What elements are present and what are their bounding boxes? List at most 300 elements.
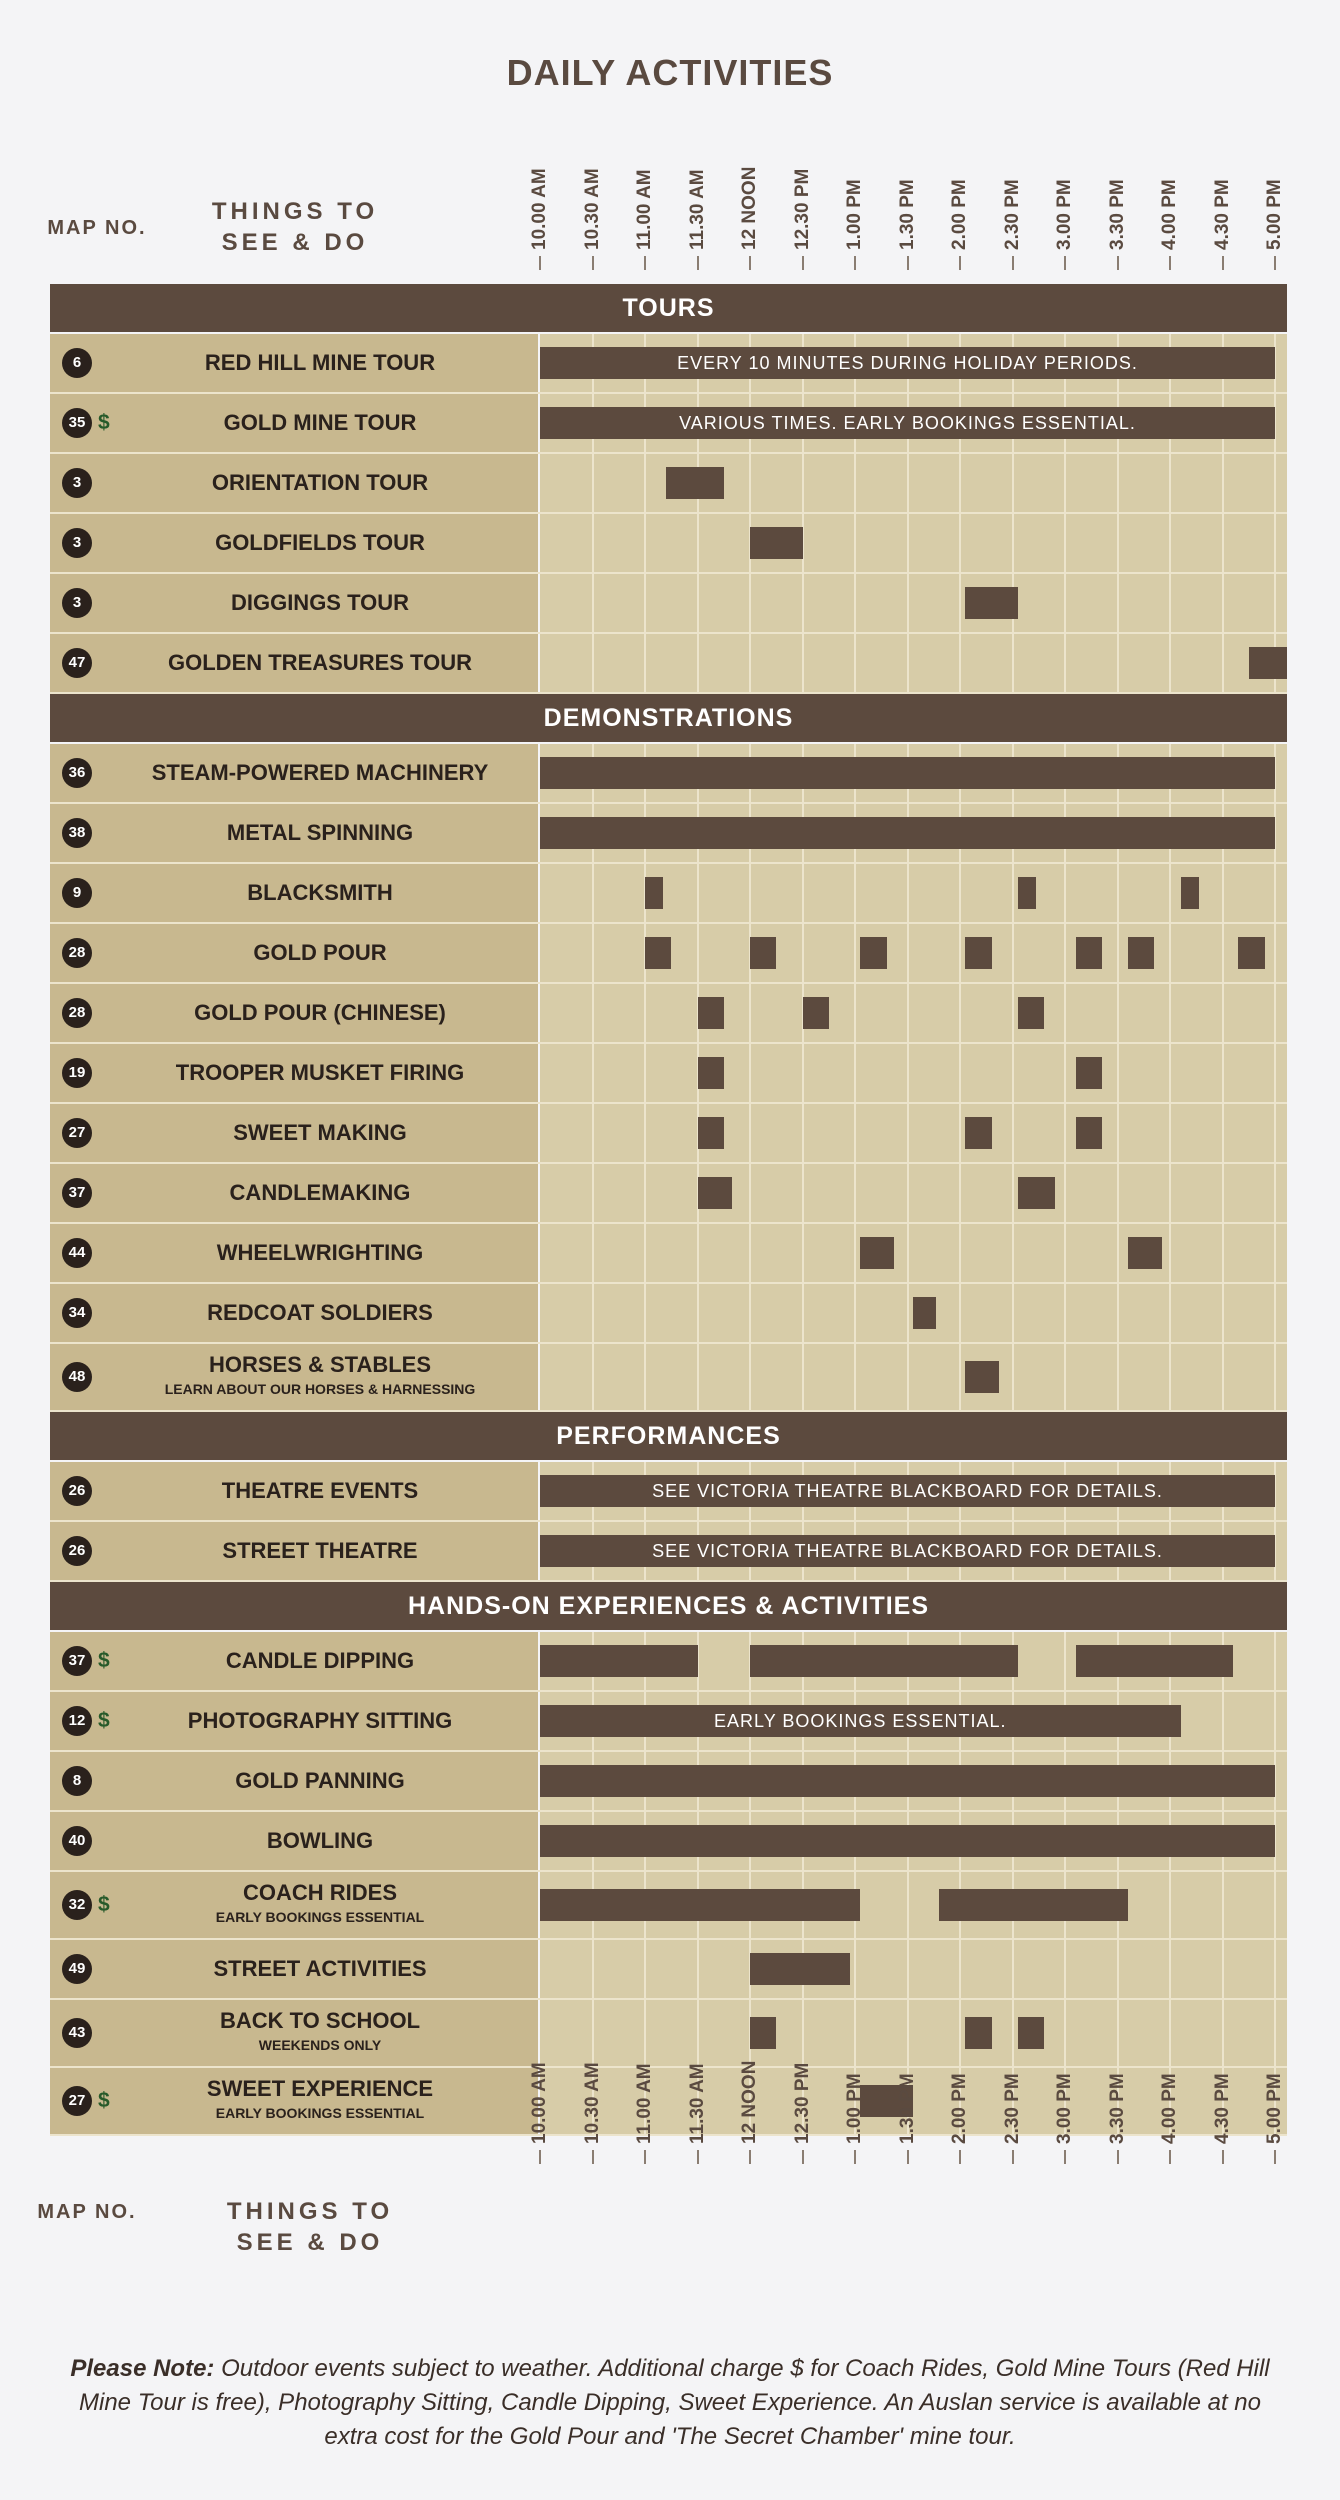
top-time-label: 12 NOON [739, 166, 760, 250]
map-number-badge: 37 [62, 1646, 92, 1676]
activity-name [110, 940, 530, 966]
grid-line [697, 1284, 699, 1342]
things-header-top: THINGS TO SEE & DO [211, 198, 379, 256]
grid-line [1117, 864, 1119, 922]
grid-line [959, 924, 961, 982]
activity-title: STREET THEATRE [222, 1538, 418, 1563]
grid-line [1274, 864, 1276, 922]
grid-line [749, 1344, 751, 1410]
schedule-bar-label: VARIOUS TIMES. EARLY BOOKINGS ESSENTIAL. [679, 413, 1136, 433]
top-time-tick [1222, 256, 1224, 270]
schedule-bar [698, 1057, 724, 1089]
bottom-time-label: 12 NOON [739, 2060, 760, 2144]
grid-line [959, 1284, 961, 1342]
activity-name [110, 2008, 530, 2053]
schedule-bar [1181, 877, 1199, 909]
top-time-label: 2.00 PM [949, 179, 970, 250]
grid-line [1012, 514, 1014, 572]
top-time-label: 10.30 AM [581, 168, 603, 250]
grid-line [854, 1104, 856, 1162]
grid-line [1274, 1104, 1276, 1162]
grid-line [749, 634, 751, 692]
activity-row-timeline [540, 1164, 1287, 1222]
activity-title: GOLD PANNING [235, 1768, 405, 1793]
grid-line [644, 1224, 646, 1282]
grid-line [697, 924, 699, 982]
grid-line [592, 634, 594, 692]
grid-line [1274, 1692, 1276, 1750]
schedule-bar-label: EVERY 10 MINUTES DURING HOLIDAY PERIODS. [677, 353, 1138, 373]
top-time-label: 12.30 PM [791, 168, 813, 250]
top-time-label: 10.00 AM [529, 168, 550, 250]
grid-line [1169, 1104, 1171, 1162]
top-time-label: 11.30 AM [686, 169, 708, 250]
schedule-bar [1238, 937, 1264, 969]
grid-line [1064, 1044, 1066, 1102]
bottom-time-tick [1012, 2150, 1014, 2164]
grid-line [644, 514, 646, 572]
grid-line [592, 1104, 594, 1162]
schedule-bar [913, 1297, 937, 1329]
top-time-tick [1274, 256, 1276, 270]
top-time-label: 1.00 PM [844, 179, 865, 250]
map-number-badge: 26 [62, 1536, 92, 1566]
activity-title: GOLD POUR (CHINESE) [194, 1000, 446, 1025]
bottom-time-tick [592, 2150, 594, 2164]
grid-line [1012, 1224, 1014, 1282]
grid-line [802, 1344, 804, 1410]
map-no-header-top: MAP NO. [47, 217, 147, 239]
grid-line [854, 924, 856, 982]
bottom-time-tick [1169, 2150, 1171, 2164]
activity-subtitle: EARLY BOOKINGS ESSENTIAL [215, 1909, 425, 1925]
activity-name [110, 820, 530, 846]
top-time-tick [749, 256, 751, 270]
activity-title: BOWLING [266, 1828, 374, 1853]
grid-line [1117, 1344, 1119, 1410]
activity-name [110, 1478, 530, 1504]
extra-charge-icon: $ [98, 2089, 110, 2112]
schedule-bar [1128, 1237, 1162, 1269]
activity-title: SWEET EXPERIENCE [206, 2076, 434, 2101]
grid-line [697, 574, 699, 632]
grid-line [1274, 924, 1276, 982]
bottom-time-label: 10.30 AM [581, 2062, 603, 2144]
grid-line [959, 514, 961, 572]
schedule-bar [1076, 1117, 1102, 1149]
grid-line [1012, 1104, 1014, 1162]
grid-line [1274, 1940, 1276, 1998]
grid-line [749, 1044, 751, 1102]
grid-line [802, 454, 804, 512]
top-time-tick [1012, 256, 1014, 270]
grid-line [592, 1284, 594, 1342]
bottom-time-tick [644, 2150, 646, 2164]
activity-row-timeline [540, 984, 1287, 1042]
grid-line [802, 1224, 804, 1282]
grid-line [1117, 634, 1119, 692]
grid-line [1274, 514, 1276, 572]
grid-line [697, 1344, 699, 1410]
schedule-bar [540, 1889, 860, 1921]
grid-line [1064, 634, 1066, 692]
activity-name [110, 1648, 530, 1674]
bottom-time-tick [1222, 2150, 1224, 2164]
grid-line [802, 924, 804, 982]
grid-line [1117, 514, 1119, 572]
activity-name [110, 760, 530, 786]
grid-line [854, 1940, 856, 1998]
grid-line [802, 634, 804, 692]
top-time-tick [644, 256, 646, 270]
schedule-bar [540, 1765, 1275, 1797]
grid-line [1274, 1164, 1276, 1222]
activity-name [110, 1300, 530, 1326]
grid-line [1012, 984, 1014, 1042]
bottom-time-label: 3.30 PM [1106, 2073, 1128, 2144]
grid-line [1117, 1164, 1119, 1222]
map-number-badge: 32 [62, 1890, 92, 1920]
grid-line [1274, 1224, 1276, 1282]
activity-name [110, 590, 530, 616]
grid-line [1169, 634, 1171, 692]
grid-line [592, 1044, 594, 1102]
activity-title: GOLD MINE TOUR [223, 410, 417, 435]
activity-subtitle: EARLY BOOKINGS ESSENTIAL [215, 2105, 425, 2121]
map-number-badge: 12 [62, 1706, 92, 1736]
schedule-bar [645, 937, 671, 969]
schedule-bar [1076, 937, 1102, 969]
grid-line [1169, 454, 1171, 512]
bottom-time-tick [854, 2150, 856, 2164]
map-number-badge: 49 [62, 1954, 92, 1984]
grid-line [644, 1284, 646, 1342]
grid-line [1117, 984, 1119, 1042]
grid-line [592, 864, 594, 922]
grid-line [697, 514, 699, 572]
map-number-badge: 6 [62, 348, 92, 378]
grid-line [854, 864, 856, 922]
activity-name [110, 1768, 530, 1794]
extra-charge-icon: $ [98, 411, 110, 434]
map-number-badge: 47 [62, 648, 92, 678]
schedule-bar [540, 757, 1275, 789]
map-number-badge: 3 [62, 528, 92, 558]
grid-line [959, 574, 961, 632]
grid-line [854, 1284, 856, 1342]
top-time-label: 3.00 PM [1054, 179, 1075, 250]
grid-line [802, 1044, 804, 1102]
bottom-time-label: 2.00 PM [949, 2073, 970, 2144]
activity-row-timeline [540, 1224, 1287, 1282]
bottom-time-label: 4.00 PM [1159, 2073, 1180, 2144]
grid-line [1064, 864, 1066, 922]
grid-line [749, 864, 751, 922]
grid-line [1064, 514, 1066, 572]
activity-subtitle: WEEKENDS ONLY [258, 2037, 382, 2053]
grid-line [1222, 514, 1224, 572]
schedule-bar [965, 1361, 999, 1393]
grid-line [1274, 984, 1276, 1042]
grid-line [959, 1344, 961, 1410]
grid-line [1064, 924, 1066, 982]
grid-line [1222, 454, 1224, 512]
activity-title: HORSES & STABLES [208, 1352, 432, 1377]
top-time-tick [539, 256, 541, 270]
bottom-time-label: 1.30 PM [896, 2073, 918, 2144]
map-number-badge: 8 [62, 1766, 92, 1796]
grid-line [1064, 1632, 1066, 1690]
schedule-bar [803, 997, 829, 1029]
grid-line [1169, 864, 1171, 922]
bottom-time-label: 2.30 PM [1001, 2073, 1023, 2144]
grid-line [854, 634, 856, 692]
schedule-bar [1018, 997, 1044, 1029]
grid-line [1117, 454, 1119, 512]
grid-line [959, 1940, 961, 1998]
grid-line [1012, 1344, 1014, 1410]
schedule-bar [750, 1953, 850, 1985]
grid-line [1222, 1872, 1224, 1938]
schedule-bar [1249, 647, 1287, 679]
activity-name [110, 1956, 530, 1982]
grid-line [592, 984, 594, 1042]
schedule-bar [698, 997, 724, 1029]
activity-title: CANDLE DIPPING [225, 1648, 415, 1673]
grid-line [1274, 1632, 1276, 1690]
activity-title: STREET ACTIVITIES [213, 1956, 427, 1981]
schedule-bar-label: SEE VICTORIA THEATRE BLACKBOARD FOR DETAILS. [652, 1481, 1163, 1501]
grid-line [592, 454, 594, 512]
map-number-badge: 35 [62, 408, 92, 438]
grid-line [749, 1104, 751, 1162]
map-number-badge: 28 [62, 938, 92, 968]
grid-line [854, 1344, 856, 1410]
grid-line [1064, 454, 1066, 512]
grid-line [1117, 1284, 1119, 1342]
grid-line [802, 1104, 804, 1162]
activity-name [110, 1880, 530, 1925]
grid-line [1012, 1940, 1014, 1998]
grid-line [1274, 1872, 1276, 1938]
section-header: HANDS-ON EXPERIENCES & ACTIVITIES [50, 1582, 1287, 1630]
grid-line [1169, 1344, 1171, 1410]
activity-row-timeline [540, 1104, 1287, 1162]
grid-line [1169, 1224, 1171, 1282]
grid-line [644, 1044, 646, 1102]
grid-line [1169, 1164, 1171, 1222]
top-time-tick [1064, 256, 1066, 270]
bottom-time-tick [697, 2150, 699, 2164]
activity-title: ORIENTATION TOUR [211, 470, 429, 495]
schedule-bar [939, 1889, 1128, 1921]
schedule-bar [860, 1237, 894, 1269]
top-time-tick [802, 256, 804, 270]
extra-charge-icon: $ [98, 1893, 110, 1916]
grid-line [1064, 984, 1066, 1042]
grid-line [644, 454, 646, 512]
grid-line [1222, 1224, 1224, 1282]
section-header: DEMONSTRATIONS [50, 694, 1287, 742]
bottom-time-label: 4.30 PM [1211, 2073, 1233, 2144]
activity-row-timeline [540, 454, 1287, 512]
grid-line [697, 1224, 699, 1282]
note-text: Outdoor events subject to weather. Additional charge $ for Coach Rides, Gold Mine Tours (Red Hill Mine Tour is free), Photography Sitting, Candle Dipping, Sweet Experience. An Auslan service is available at no extra cost for the Gold Pour and 'The Secret Chamber' mine tour. [79, 2355, 1270, 2450]
grid-line [1064, 1224, 1066, 1282]
grid-line [907, 924, 909, 982]
grid-line [1274, 1284, 1276, 1342]
schedule-bar [1018, 1177, 1055, 1209]
bottom-time-tick [1117, 2150, 1119, 2164]
grid-line [1117, 924, 1119, 982]
section-header: PERFORMANCES [50, 1412, 1287, 1460]
bottom-time-tick [749, 2150, 751, 2164]
grid-line [1012, 454, 1014, 512]
page-title: DAILY ACTIVITIES [506, 52, 834, 93]
grid-line [1169, 1044, 1171, 1102]
grid-line [1012, 634, 1014, 692]
activity-row-timeline [540, 634, 1287, 692]
schedule-bar [1076, 1057, 1102, 1089]
map-number-badge: 44 [62, 1238, 92, 1268]
grid-line [1222, 1044, 1224, 1102]
top-time-label: 11.00 AM [634, 169, 655, 250]
map-number-badge: 36 [62, 758, 92, 788]
grid-line [697, 864, 699, 922]
grid-line [959, 864, 961, 922]
bottom-time-tick [802, 2150, 804, 2164]
activity-name [110, 650, 530, 676]
grid-line [1169, 1284, 1171, 1342]
schedule-bar [540, 1825, 1275, 1857]
grid-line [907, 574, 909, 632]
grid-line [749, 1164, 751, 1222]
grid-line [1117, 1044, 1119, 1102]
bottom-time-tick [1064, 2150, 1066, 2164]
grid-line [1064, 574, 1066, 632]
grid-line [907, 984, 909, 1042]
grid-line [802, 574, 804, 632]
grid-line [802, 864, 804, 922]
top-time-label: 1.30 PM [896, 179, 918, 250]
activity-title: COACH RIDES [242, 1880, 397, 1905]
bottom-time-tick [1274, 2150, 1276, 2164]
activity-row-timeline [540, 574, 1287, 632]
bottom-time-label: 10.00 AM [529, 2062, 550, 2144]
grid-line [697, 1940, 699, 1998]
schedule-bar [1018, 877, 1036, 909]
grid-line [1222, 634, 1224, 692]
schedule-bar [698, 1117, 724, 1149]
schedule-bar [1076, 1645, 1234, 1677]
map-number-badge: 28 [62, 998, 92, 1028]
activity-title: STEAM-POWERED MACHINERY [151, 760, 489, 785]
schedule-bar [698, 1177, 732, 1209]
grid-line [802, 1284, 804, 1342]
grid-line [1012, 864, 1014, 922]
activity-title: BACK TO SCHOOL [219, 2008, 421, 2033]
grid-line [907, 1284, 909, 1342]
grid-line [644, 1104, 646, 1162]
activity-title: METAL SPINNING [226, 820, 414, 845]
grid-line [854, 984, 856, 1042]
top-time-tick [854, 256, 856, 270]
activity-name [110, 530, 530, 556]
bottom-time-label: 11.30 AM [686, 2063, 708, 2144]
grid-line [959, 634, 961, 692]
map-number-badge: 3 [62, 468, 92, 498]
grid-line [1169, 984, 1171, 1042]
grid-line [592, 1940, 594, 1998]
activity-name [110, 1060, 530, 1086]
activity-name [110, 880, 530, 906]
grid-line [592, 1164, 594, 1222]
activity-title: GOLDFIELDS TOUR [215, 530, 425, 555]
grid-line [1222, 1344, 1224, 1410]
bottom-time-tick [907, 2150, 909, 2164]
grid-line [1274, 1044, 1276, 1102]
map-number-badge: 26 [62, 1476, 92, 1506]
grid-line [907, 1224, 909, 1282]
grid-line [854, 574, 856, 632]
grid-line [1274, 454, 1276, 512]
bottom-time-label: 5.00 PM [1264, 2073, 1285, 2144]
activity-name [110, 350, 530, 376]
extra-charge-icon: $ [98, 1649, 110, 1672]
grid-line [907, 514, 909, 572]
activity-name [110, 410, 530, 436]
activity-title: THEATRE EVENTS [221, 1478, 419, 1503]
grid-line [1012, 1044, 1014, 1102]
bottom-time-label: 3.00 PM [1054, 2073, 1075, 2144]
things-header-bottom: THINGS TO SEE & DO [226, 2198, 394, 2256]
top-time-tick [907, 256, 909, 270]
top-time-label: 5.00 PM [1264, 179, 1285, 250]
activity-title: REDCOAT SOLDIERS [207, 1300, 433, 1325]
schedule-bar [540, 1645, 698, 1677]
bottom-time-tick [539, 2150, 541, 2164]
map-number-badge: 40 [62, 1826, 92, 1856]
top-time-label: 4.30 PM [1211, 179, 1233, 250]
map-number-badge: 19 [62, 1058, 92, 1088]
map-number-badge: 27 [62, 1118, 92, 1148]
grid-line [644, 634, 646, 692]
grid-line [592, 514, 594, 572]
grid-line [1222, 864, 1224, 922]
grid-line [644, 574, 646, 632]
grid-line [854, 454, 856, 512]
activity-name [110, 1240, 530, 1266]
grid-line [592, 574, 594, 632]
grid-line [854, 514, 856, 572]
schedule-bar [965, 937, 991, 969]
grid-line [1169, 1940, 1171, 1998]
bottom-time-label: 1.00 PM [844, 2073, 865, 2144]
grid-line [749, 1284, 751, 1342]
schedule-bar [666, 467, 724, 499]
grid-line [1222, 1692, 1224, 1750]
schedule-bar-label: SEE VICTORIA THEATRE BLACKBOARD FOR DETAILS. [652, 1541, 1163, 1561]
grid-line [907, 1940, 909, 1998]
top-time-tick [592, 256, 594, 270]
top-time-label: 2.30 PM [1001, 179, 1023, 250]
activity-row-timeline [540, 1044, 1287, 1102]
activity-title: WHEELWRIGHTING [216, 1240, 424, 1265]
grid-line [854, 1224, 856, 1282]
activity-name [110, 1000, 530, 1026]
grid-line [1222, 574, 1224, 632]
grid-line [1064, 1284, 1066, 1342]
